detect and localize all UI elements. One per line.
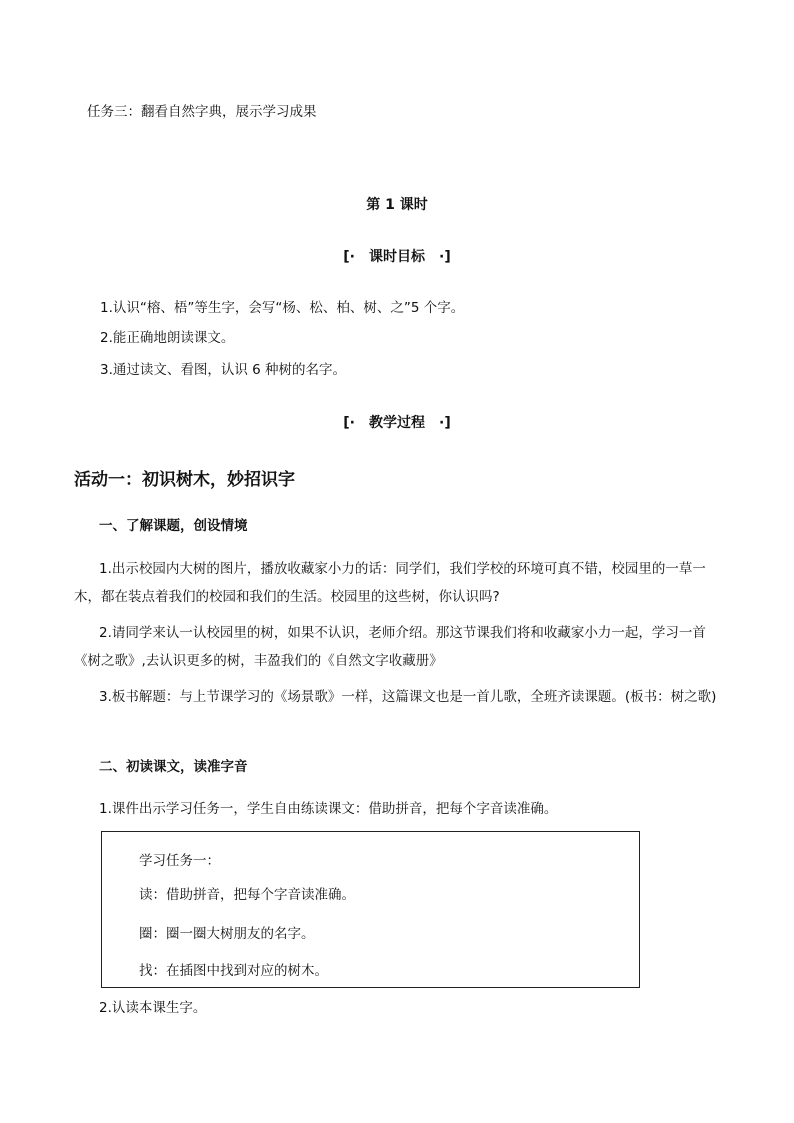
goal-item-1: 1.认识“榕、梧”等生字，会写“杨、松、柏、树、之”5 个字。 — [100, 300, 465, 316]
process-title: 教学过程 — [369, 415, 425, 431]
read-new-words-line: 2.认读本课生字。 — [99, 1000, 207, 1016]
task-one-intro: 1.课件出示学习任务一，学生自由练读课文：借助拼音，把每个字音读准确。 — [99, 801, 558, 817]
process-header — [0, 413, 794, 433]
task-box-heading: 学习任务一： — [139, 853, 220, 869]
goals-header — [0, 247, 794, 267]
goals-bracket-open: [· — [343, 249, 355, 265]
activity-one-heading: 活动一：初识树木，妙招识字 — [74, 470, 295, 490]
task-box-find: 找：在插图中找到对应的树木。 — [139, 963, 328, 979]
paragraph-1: 1.出示校园内大树的图片，播放收藏家小力的话：同学们，我们学校的环境可真不错，校园里的一草一木，都在装点着我们的校园和我们的生活。校园里的这些树，你认识吗? — [74, 561, 706, 605]
paragraph-2: 2.请同学来认一认校园里的树，如果不认识，老师介绍。那这节课我们将和收藏家小力一起，学习一首《树之歌》,去认识更多的树，丰盈我们的《自然文字收藏册》 — [74, 625, 706, 669]
section-two-heading: 二、初读课文，读准字音 — [99, 759, 248, 775]
process-bracket-open: [· — [343, 415, 355, 431]
lesson-title: 第 1 课时 — [366, 197, 428, 213]
goal-item-3: 3.通过读文、看图，认识 6 种树的名字。 — [100, 362, 347, 378]
process-bracket-close: ·] — [439, 415, 451, 431]
goals-bracket-close: ·] — [439, 249, 451, 265]
goal-item-2: 2.能正确地朗读课文。 — [100, 330, 235, 346]
task-box-read: 读：借助拼音，把每个字音读准确。 — [139, 887, 355, 903]
task-box-circle: 圈：圈一圈大树朋友的名字。 — [139, 926, 315, 942]
section-one-heading: 一、了解课题，创设情境 — [99, 518, 248, 534]
paragraph-3: 3.板书解题：与上节课学习的《场景歌》一样，这篇课文也是一首儿歌，全班齐读课题。(板书：树之歌) — [99, 689, 717, 705]
goals-title: 课时目标 — [369, 249, 425, 265]
learning-task-box — [101, 831, 640, 988]
task-three-line: 任务三：翻看自然字典，展示学习成果 — [87, 104, 317, 120]
